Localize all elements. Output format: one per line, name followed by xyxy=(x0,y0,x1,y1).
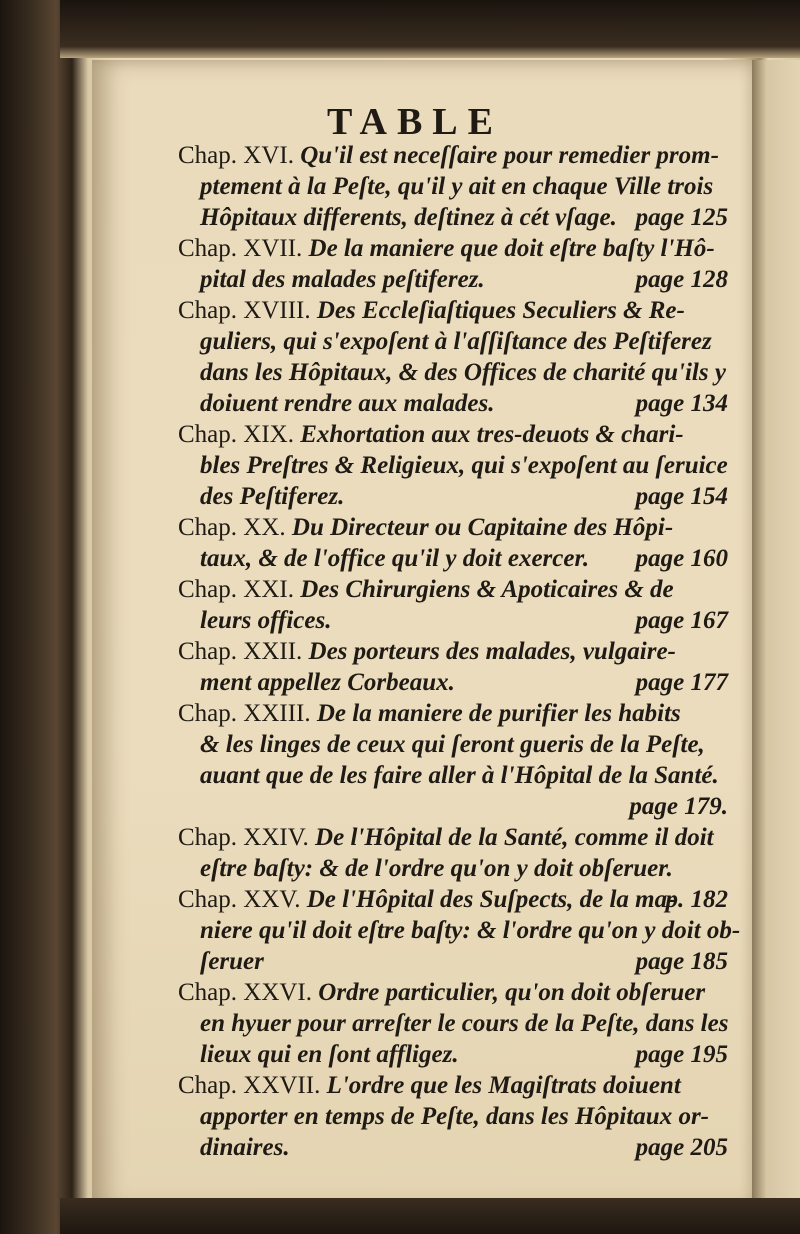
toc-entry-first-line xyxy=(178,512,738,543)
table-of-contents xyxy=(178,140,741,1163)
toc-entry xyxy=(178,140,738,233)
chapter-title: L'ordre que les Magiſtrats doiuent xyxy=(320,1072,681,1099)
chapter-number: Chap. XXIII. xyxy=(178,700,311,727)
toc-entry-first-line xyxy=(178,233,738,264)
toc-entry-continuation: dinaires. page 205 xyxy=(200,1134,728,1161)
chapter-title: De l'Hôpital de la Santé, comme il doit xyxy=(308,824,714,851)
chapter-number: Chap. XXVII. xyxy=(178,1072,321,1099)
toc-entry-first-line xyxy=(178,295,738,326)
toc-entry-first-line xyxy=(178,977,738,1008)
toc-entry-continuation xyxy=(178,791,738,822)
chapter-number: Chap. XX. xyxy=(178,514,286,541)
page-reference: page 195 xyxy=(635,1041,728,1068)
toc-entry xyxy=(178,884,741,977)
toc-entry-continuation: dans les Hôpitaux, & des Offices de charité qu'ils y xyxy=(200,359,726,386)
toc-entry-continuation: & les linges de ceux qui ſeront gueris de la Peſte, xyxy=(200,731,705,758)
toc-entry-continuation: ſeruer page 185 xyxy=(200,948,728,975)
chapter-number: Chap. XIX. xyxy=(178,421,294,448)
toc-entry-first-line xyxy=(178,419,738,450)
toc-entry-continuation: pital des malades peſtiferez. page 128 xyxy=(200,266,728,293)
chapter-title: Du Directeur ou Capitaine des Hôpi- xyxy=(285,514,674,541)
toc-entry-first-line xyxy=(178,1070,738,1101)
toc-entry-continuation: auant que de les faire aller à l'Hôpital de la Santé. xyxy=(200,762,719,789)
toc-entry-continuation: eſtre baſty: & de l'ordre qu'on y doit obſeruer. p. 182 xyxy=(200,855,728,913)
toc-entry-continuation: doiuent rendre aux malades. page 134 xyxy=(200,390,728,417)
chapter-number: Chap. XXVI. xyxy=(178,979,313,1006)
chapter-number: Chap. XXI. xyxy=(178,576,294,603)
toc-entry-continuation: en hyuer pour arreſter le cours de la Peſte, dans les xyxy=(200,1010,729,1037)
chapter-title: Des porteurs des malades, vulgaire- xyxy=(302,638,676,665)
toc-entry-continuation: guliers, qui s'expoſent à l'aſſiſtance des Peſtiferez xyxy=(200,328,712,355)
page-reference: page 205 xyxy=(635,1134,728,1161)
page-heading: TABLE xyxy=(326,101,503,143)
toc-entry xyxy=(178,233,738,295)
toc-entry xyxy=(178,419,738,512)
toc-entry-first-line xyxy=(178,636,738,667)
page-reference: page 154 xyxy=(635,483,728,510)
chapter-title: Exhortation aux tres-deuots & chari- xyxy=(293,421,684,448)
page-reference: page 185 xyxy=(635,948,728,975)
chapter-title: Des Eccleſiaſtiques Seculiers & Re- xyxy=(310,297,685,324)
page-reference: page 125 xyxy=(635,204,728,231)
chapter-number: Chap. XXIV. xyxy=(178,824,309,851)
chapter-number: Chap. XVII. xyxy=(178,235,303,262)
chapter-number: Chap. XXII. xyxy=(178,638,303,665)
page-reference: page 177 xyxy=(635,669,728,696)
toc-entry-first-line xyxy=(178,574,738,605)
toc-entry-continuation: ment appellez Corbeaux. page 177 xyxy=(200,669,728,696)
facing-page-edge xyxy=(752,60,800,1210)
toc-entry-first-line xyxy=(178,698,738,729)
toc-entry-continuation: lieux qui en ſont affligez. page 195 xyxy=(200,1041,728,1068)
toc-entry-continuation: Hôpitaux differents, deſtinez à cét vſage. page 125 xyxy=(200,204,728,231)
toc-entry-continuation: leurs offices. page 167 xyxy=(200,607,728,634)
toc-entry xyxy=(178,295,738,419)
chapter-title: Qu'il est neceſſaire pour remedier prom- xyxy=(293,142,719,169)
toc-entry xyxy=(178,574,738,636)
toc-entry-first-line xyxy=(178,140,738,171)
chapter-number: Chap. XVIII. xyxy=(178,297,311,324)
toc-entry-first-line xyxy=(178,822,738,853)
toc-entry xyxy=(178,512,738,574)
page-reference: page 160 xyxy=(635,545,728,572)
toc-entry-continuation: apporter en temps de Peſte, dans les Hôpitaux or- xyxy=(200,1103,709,1130)
toc-entry-continuation: taux, & de l'office qu'il y doit exercer. page 160 xyxy=(200,545,728,572)
chapter-title: Des Chirurgiens & Apoticaires & de xyxy=(293,576,674,603)
chapter-number: Chap. XXV. xyxy=(178,886,301,913)
page-reference: page 128 xyxy=(635,266,728,293)
chapter-number: Chap. XVI. xyxy=(178,142,294,169)
toc-entry xyxy=(178,977,738,1070)
toc-entry-first-line xyxy=(178,884,738,915)
book-bottom-edge xyxy=(60,1198,800,1234)
toc-entry-continuation: bles Preſtres & Religieux, qui s'expoſent au ſeruice xyxy=(200,452,728,479)
toc-entry xyxy=(178,636,738,698)
page-reference: page 179. xyxy=(629,793,728,820)
chapter-title: Ordre particulier, qu'on doit obſeruer xyxy=(312,979,706,1006)
toc-entry-continuation: ptement à la Peſte, qu'il y ait en chaque Ville trois xyxy=(200,173,714,200)
page-reference: page 134 xyxy=(635,390,728,417)
page-reference: p. 182 xyxy=(665,886,728,913)
chapter-title: De la maniere de purifier les habits xyxy=(310,700,681,727)
toc-entry-continuation: niere qu'il doit eſtre baſty: & l'ordre qu'on y doit ob- xyxy=(200,917,741,944)
chapter-title: De l'Hôpital des Suſpects, de la ma- xyxy=(300,886,676,913)
toc-entry-continuation: des Peſtiferez. page 154 xyxy=(200,483,728,510)
book-top-edge xyxy=(60,0,800,58)
chapter-title: De la maniere que doit eſtre baſty l'Hô- xyxy=(302,235,715,262)
page-reference: page 167 xyxy=(635,607,728,634)
toc-entry xyxy=(178,698,738,822)
toc-entry xyxy=(178,1070,738,1163)
